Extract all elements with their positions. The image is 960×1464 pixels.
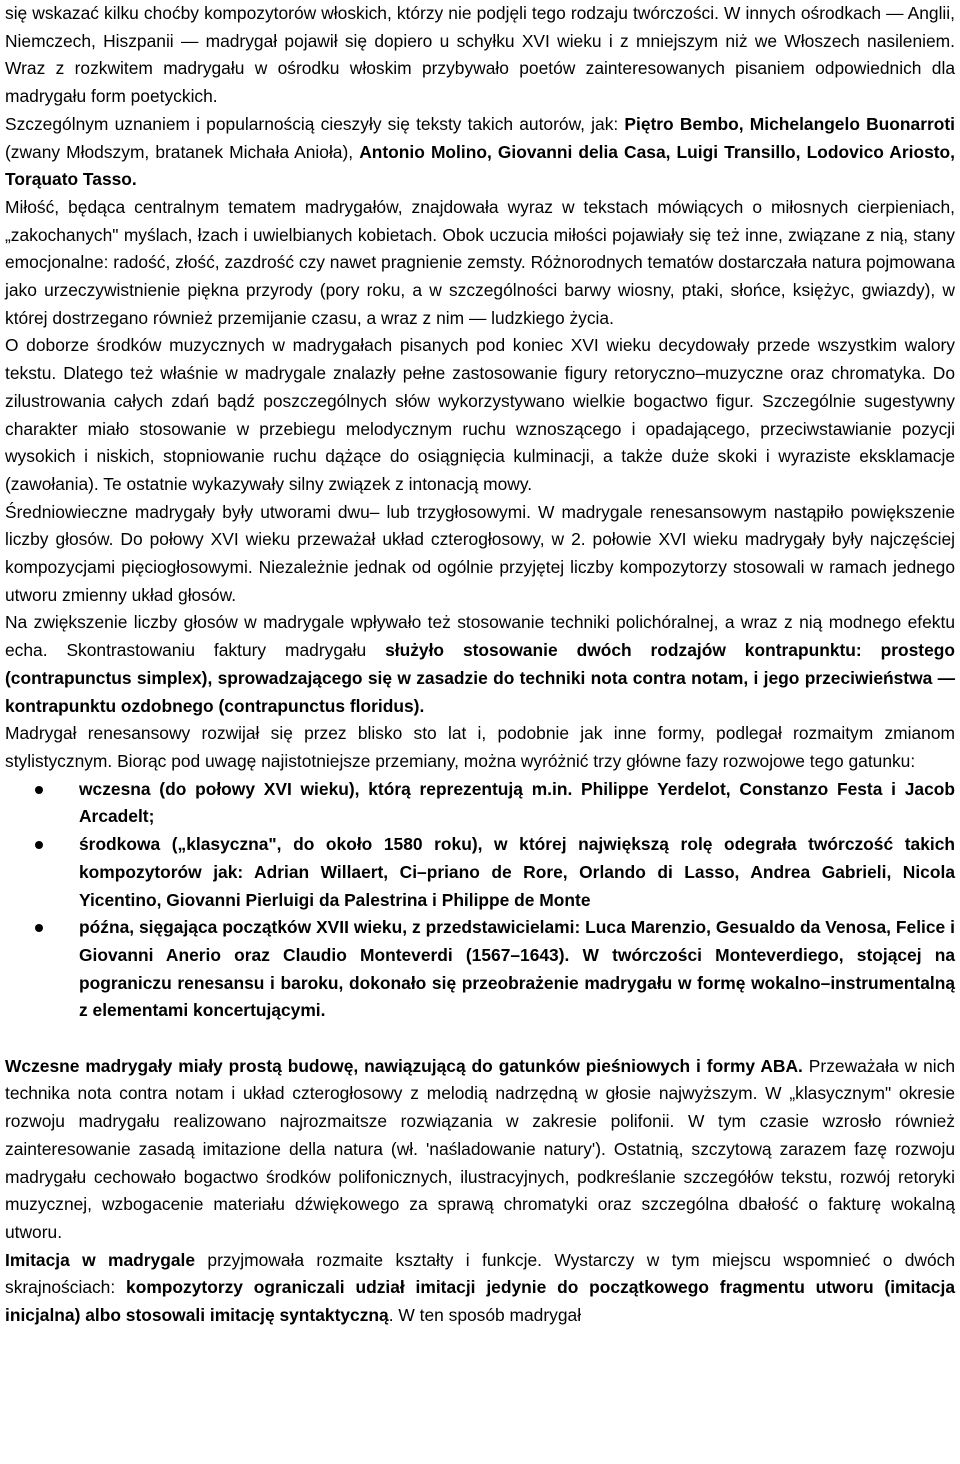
list-item: późna, sięgająca początków XVII wieku, z przedstawicielami: Luca Marenzio, Gesualdo da Venosa, Felice i Giovanni Anerio oraz Claudio Monteverdi (1567–1643). W twórczości Monteverdiego, stojącej na pograniczu renesansu i baroku, dokonało się przeobrażenie madrygału w formę wokalno–instrumentalną z elementami koncertującymi. — [5, 914, 955, 1025]
list-item: środkowa („klasyczna", do około 1580 roku), w której największą rolę odegrała twórczość takich kompozytorów jak: Adrian Willaert, Ci–priano de Rore, Orlando di Lasso, Andrea Gabrieli, Nicola Yicentino, Giovanni Pierluigi da Palestrina i Philippe de Monte — [5, 831, 955, 914]
paragraph-early-madrigals: Wczesne madrygały miały prostą budowę, nawiązującą do gatunków pieśniowych i formy ABA. Przeważała w nich technika nota contra notam i układ czterogłosowy z melodią nadrzędną w głosie najwyższym. W „klasycznym" okresie rozwoju madrygału realizowano najrozmaitsze rozwiązania w zakresie polifonii. W tym czasie wzrosło również zainteresowanie zasadą imitazione della natura (wł. 'naśladowanie natury'). Ostatnią, szczytową zarazem fazę rozwoju madrygału cechowało bogactwo środków polifonicznych, ilustracyjnych, podkreślanie szczegółów tekstu, rozwój retoryki muzycznej, wzbogacenie materiału dźwiękowego za sprawą chromatyki oraz szczególna dbałość o fakturę wokalną utworu. — [5, 1055, 955, 1242]
list-item: wczesna (do połowy XVI wieku), którą reprezentują m.in. Philippe Yerdelot, Constanzo Festa i Jacob Arcadelt; — [5, 776, 955, 831]
paragraph-poets: Szczególnym uznaniem i popularnością cieszyły się teksty takich autorów, jak: Piętro Bembo, Michelangelo Buonarroti (zwany Młodszym, bratanek Michała Anioła), Antonio Molino, Giovanni delia Casa, Luigi Transillo, Lodovico Ariosto, Torąuato Tasso. — [5, 113, 955, 190]
paragraph-intro: się wskazać kilku choćby kompozytorów włoskich, którzy nie podjęli tego rodzaju twórczości. W innych ośrodkach — Anglii, Niemczech, Hiszpanii — madrygał pojawił się dopiero u schyłku XVI wieku i z mniejszym niż we Włoszech nasileniem. Wraz z rozkwitem madrygału w ośrodku włoskim przybywało poetów zainteresowanych pisaniem odpowiednich dla madrygału form poetyckich. — [5, 3, 955, 107]
spacer — [5, 1025, 955, 1053]
bullet-icon — [35, 924, 43, 932]
phases-list — [5, 776, 955, 1025]
paragraph-imitation: Imitacja w madrygale przyjmowała rozmaite kształty i funkcje. Wystarczy w tym miejscu wspomnieć o dwóch skrajnościach: kompozytorzy ograniczali udział imitacji jedynie do początkowego fragmentu utworu (imitacja inicjalna) albo stosowali imitację syntaktyczną. W ten sposób madrygał — [5, 1249, 955, 1326]
paragraph-polychoral: Na zwiększenie liczby głosów w madrygale wpływało też stosowanie techniki polichóralnej, a wraz z nią modnego efektu echa. Skontrastowaniu faktury madrygału służyło stosowanie dwóch rodzajów kontrapunktu: prostego (contrapunctus simplex), sprowadzającego się w zasadzie do techniki nota contra notam, i jego przeciwieństwa — kontrapunktu ozdobnego (contrapunctus floridus). — [5, 612, 955, 716]
bullet-icon — [35, 786, 43, 794]
bullet-icon — [35, 841, 43, 849]
paragraph-musical-means: O doborze środków muzycznych w madrygałach pisanych pod koniec XVI wieku decydowały przede wszystkim walory tekstu. Dlatego też właśnie w madrygale znalazły pełne zastosowanie figury retoryczno–muzyczne oraz chromatyka. Do zilustrowania całych zdań bądź poszczególnych słów wykorzystywano wielkie bogactwo figur. Szczególnie sugestywny charakter miało stosowanie w przebiegu melodycznym ruchu wznoszącego i opadającego, przeciwstawianie pozycji wysokich i niskich, stopniowanie ruchu dążące do osiągnięcia kulminacji, a także duże skoki i wyraziste eksklamacje (zawołania). Te ostatnie wykazywały silny związek z intonacją mowy. — [5, 335, 955, 494]
paragraph-voices: Średniowieczne madrygały były utworami dwu– lub trzygłosowymi. W madrygale renesansowym nastąpiło powiększenie liczby głosów. Do połowy XVI wieku przeważał układ czterogłosowy, w 2. połowie XVI wieku madrygały były najczęściej kompozycjami pięciogłosowymi. Niezależnie jednak od ogólnie przyjętej liczby kompozytorzy stosowali w ramach jednego utworu zmienny układ głosów. — [5, 501, 955, 605]
paragraph-development: Madrygał renesansowy rozwijał się przez blisko sto lat i, podobnie jak inne formy, podlegał rozmaitym zmianom stylistycznym. Biorąc pod uwagę najistotniejsze przemiany, można wyróżnić trzy główne fazy rozwojowe tego gatunku: — [5, 723, 955, 771]
paragraph-love-theme: Miłość, będąca centralnym tematem madrygałów, znajdowała wyraz w tekstach mówiących o miłosnych cierpieniach, „zakochanych" myślach, łzach i uwielbianych kobietach. Obok uczucia miłości pojawiały się też inne, związane z nią, stany emocjonalne: radość, złość, zazdrość czy nawet pragnienie zemsty. Różnorodnych tematów dostarczała natura pojmowana jako urzeczywistnienie piękna przyrody (pory roku, a w szczególności barwy wiosny, ptaki, słońce, księżyc, gwiazdy), w której dostrzegano również przemijanie czasu, a wraz z nim — ludzkiego życia. — [5, 196, 955, 328]
